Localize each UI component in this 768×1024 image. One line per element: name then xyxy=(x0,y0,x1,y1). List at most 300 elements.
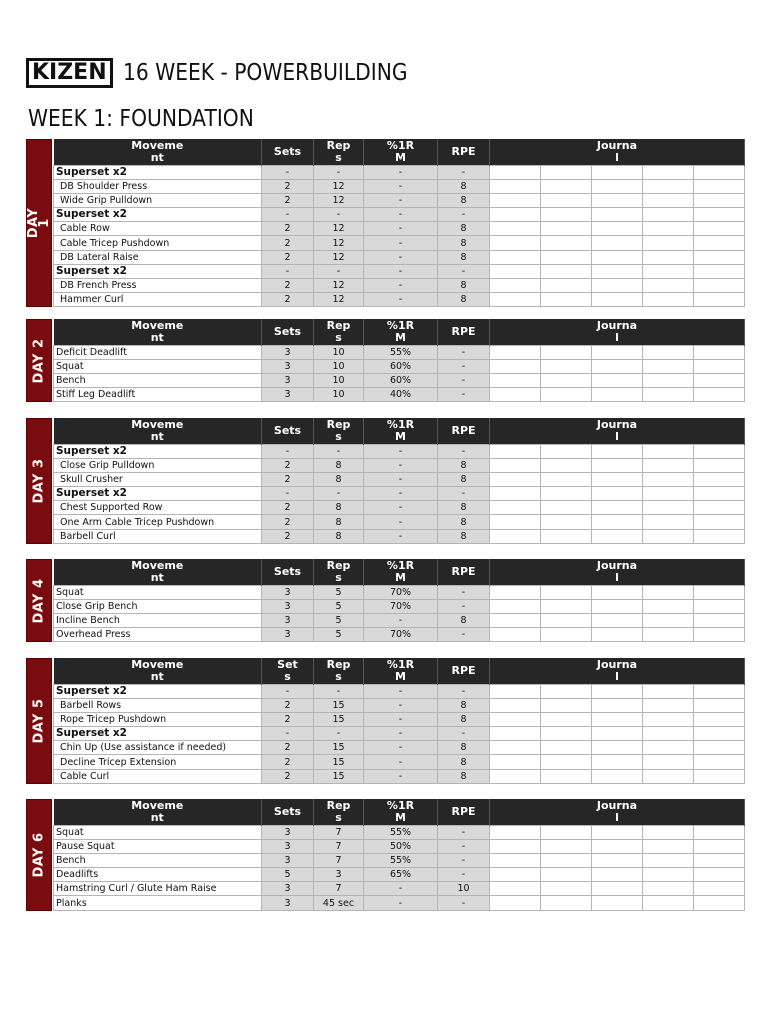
journal-cell[interactable] xyxy=(592,515,643,529)
journal-cell[interactable] xyxy=(490,236,541,250)
journal-cell[interactable] xyxy=(541,628,592,642)
journal-cell[interactable] xyxy=(490,896,541,910)
journal-cell[interactable] xyxy=(643,882,694,896)
exercise-name: Deficit Deadlift xyxy=(54,346,262,360)
table-row xyxy=(54,208,745,222)
table-row xyxy=(54,614,745,628)
journal-cell[interactable] xyxy=(694,501,745,515)
journal-cell[interactable] xyxy=(541,614,592,628)
journal-cell[interactable] xyxy=(490,529,541,543)
journal-cell[interactable] xyxy=(592,685,643,699)
journal-cell[interactable] xyxy=(490,264,541,278)
day-label xyxy=(26,658,52,784)
journal-cell[interactable] xyxy=(490,166,541,180)
journal-cell[interactable] xyxy=(592,755,643,769)
journal-cell[interactable] xyxy=(592,374,643,388)
rpe-cell: - xyxy=(438,586,490,600)
journal-cell[interactable] xyxy=(643,222,694,236)
table-row xyxy=(54,292,745,306)
journal-cell[interactable] xyxy=(592,292,643,306)
table-header-row xyxy=(54,139,745,166)
journal-cell[interactable] xyxy=(643,600,694,614)
journal-cell[interactable] xyxy=(694,346,745,360)
journal-cell[interactable] xyxy=(592,896,643,910)
rpe-cell: 8 xyxy=(438,278,490,292)
journal-cell[interactable] xyxy=(490,769,541,783)
journal-cell[interactable] xyxy=(490,741,541,755)
sets-cell: 5 xyxy=(262,868,314,882)
journal-cell[interactable] xyxy=(541,854,592,868)
journal-cell[interactable] xyxy=(592,882,643,896)
journal-cell[interactable] xyxy=(490,388,541,402)
rm-cell: - xyxy=(364,614,438,628)
rpe-cell: 10 xyxy=(438,882,490,896)
journal-cell[interactable] xyxy=(643,727,694,741)
journal-cell[interactable] xyxy=(541,208,592,222)
journal-cell[interactable] xyxy=(643,292,694,306)
journal-cell[interactable] xyxy=(643,685,694,699)
journal-cell[interactable] xyxy=(490,840,541,854)
journal-cell[interactable] xyxy=(541,515,592,529)
journal-cell[interactable] xyxy=(694,741,745,755)
rpe-header: RPE xyxy=(438,658,490,685)
journal-cell[interactable] xyxy=(694,166,745,180)
journal-cell[interactable] xyxy=(694,264,745,278)
journal-cell[interactable] xyxy=(694,868,745,882)
journal-cell[interactable] xyxy=(541,250,592,264)
journal-cell[interactable] xyxy=(694,487,745,501)
journal-cell[interactable] xyxy=(592,459,643,473)
journal-cell[interactable] xyxy=(643,180,694,194)
table-row xyxy=(54,882,745,896)
journal-cell[interactable] xyxy=(541,600,592,614)
sets-cell: 3 xyxy=(262,882,314,896)
table-row xyxy=(54,278,745,292)
reps-cell: 5 xyxy=(314,600,364,614)
journal-cell[interactable] xyxy=(490,445,541,459)
sets-cell: - xyxy=(262,445,314,459)
superset-label: Superset x2 xyxy=(54,208,262,222)
journal-cell[interactable] xyxy=(541,896,592,910)
journal-cell[interactable] xyxy=(643,868,694,882)
rm-cell: - xyxy=(364,208,438,222)
journal-cell[interactable] xyxy=(694,473,745,487)
journal-cell[interactable] xyxy=(694,445,745,459)
reps-cell: 8 xyxy=(314,529,364,543)
journal-cell[interactable] xyxy=(490,699,541,713)
journal-cell[interactable] xyxy=(694,529,745,543)
journal-cell[interactable] xyxy=(694,586,745,600)
table-row xyxy=(54,727,745,741)
exercise-name: DB Lateral Raise xyxy=(54,250,262,264)
movement-header: Moveme nt xyxy=(54,418,262,445)
rpe-cell: - xyxy=(438,360,490,374)
journal-cell[interactable] xyxy=(490,487,541,501)
sets-cell: 3 xyxy=(262,628,314,642)
journal-cell[interactable] xyxy=(643,515,694,529)
journal-cell[interactable] xyxy=(694,840,745,854)
journal-cell[interactable] xyxy=(490,250,541,264)
rm-cell: - xyxy=(364,445,438,459)
journal-cell[interactable] xyxy=(490,360,541,374)
rm-cell: - xyxy=(364,501,438,515)
journal-cell[interactable] xyxy=(694,222,745,236)
week-title: WEEK 1: FOUNDATION xyxy=(28,106,254,132)
journal-cell[interactable] xyxy=(694,882,745,896)
journal-cell[interactable] xyxy=(592,346,643,360)
journal-cell[interactable] xyxy=(592,222,643,236)
reps-cell: 5 xyxy=(314,628,364,642)
reps-header: Rep s xyxy=(314,799,364,826)
journal-cell[interactable] xyxy=(592,868,643,882)
reps-header: Rep s xyxy=(314,139,364,166)
journal-cell[interactable] xyxy=(694,628,745,642)
journal-cell[interactable] xyxy=(643,586,694,600)
journal-cell[interactable] xyxy=(643,501,694,515)
journal-cell[interactable] xyxy=(541,360,592,374)
journal-cell[interactable] xyxy=(541,222,592,236)
journal-cell[interactable] xyxy=(541,529,592,543)
journal-cell[interactable] xyxy=(592,278,643,292)
journal-cell[interactable] xyxy=(592,166,643,180)
journal-cell[interactable] xyxy=(694,600,745,614)
journal-cell[interactable] xyxy=(643,741,694,755)
journal-cell[interactable] xyxy=(490,292,541,306)
journal-cell[interactable] xyxy=(490,501,541,515)
journal-cell[interactable] xyxy=(643,529,694,543)
journal-cell[interactable] xyxy=(490,854,541,868)
journal-cell[interactable] xyxy=(592,445,643,459)
journal-cell[interactable] xyxy=(541,826,592,840)
journal-cell[interactable] xyxy=(643,769,694,783)
reps-cell: 12 xyxy=(314,278,364,292)
table-header-row xyxy=(54,559,745,586)
sets-header: Sets xyxy=(262,139,314,166)
journal-cell[interactable] xyxy=(592,360,643,374)
journal-cell[interactable] xyxy=(592,208,643,222)
journal-cell[interactable] xyxy=(643,346,694,360)
journal-cell[interactable] xyxy=(694,250,745,264)
journal-cell[interactable] xyxy=(490,685,541,699)
journal-cell[interactable] xyxy=(643,854,694,868)
rpe-cell: 8 xyxy=(438,699,490,713)
rpe-header: RPE xyxy=(438,559,490,586)
rpe-cell: - xyxy=(438,208,490,222)
exercise-name: Close Grip Bench xyxy=(54,600,262,614)
journal-cell[interactable] xyxy=(592,529,643,543)
journal-cell[interactable] xyxy=(694,388,745,402)
journal-cell[interactable] xyxy=(541,713,592,727)
journal-cell[interactable] xyxy=(643,264,694,278)
workout-table xyxy=(53,799,745,911)
journal-cell[interactable] xyxy=(592,194,643,208)
reps-cell: 15 xyxy=(314,769,364,783)
reps-header: Rep s xyxy=(314,559,364,586)
table-row xyxy=(54,685,745,699)
journal-cell[interactable] xyxy=(694,826,745,840)
journal-cell[interactable] xyxy=(490,180,541,194)
journal-cell[interactable] xyxy=(490,515,541,529)
journal-cell[interactable] xyxy=(541,374,592,388)
journal-cell[interactable] xyxy=(694,360,745,374)
reps-cell: 8 xyxy=(314,515,364,529)
sets-cell: - xyxy=(262,685,314,699)
journal-cell[interactable] xyxy=(541,346,592,360)
journal-cell[interactable] xyxy=(541,501,592,515)
journal-cell[interactable] xyxy=(643,278,694,292)
journal-cell[interactable] xyxy=(541,445,592,459)
journal-cell[interactable] xyxy=(592,840,643,854)
journal-cell[interactable] xyxy=(643,445,694,459)
journal-cell[interactable] xyxy=(694,459,745,473)
exercise-name: Incline Bench xyxy=(54,614,262,628)
reps-cell: 12 xyxy=(314,194,364,208)
journal-cell[interactable] xyxy=(541,755,592,769)
exercise-name: Planks xyxy=(54,896,262,910)
journal-cell[interactable] xyxy=(592,586,643,600)
sets-cell: 3 xyxy=(262,346,314,360)
journal-cell[interactable] xyxy=(541,264,592,278)
reps-cell: 12 xyxy=(314,236,364,250)
journal-cell[interactable] xyxy=(592,250,643,264)
journal-cell[interactable] xyxy=(490,473,541,487)
reps-cell: 7 xyxy=(314,854,364,868)
journal-cell[interactable] xyxy=(541,473,592,487)
table-row xyxy=(54,222,745,236)
sets-cell: 3 xyxy=(262,586,314,600)
journal-cell[interactable] xyxy=(592,388,643,402)
journal-header: Journa l xyxy=(490,319,745,346)
journal-cell[interactable] xyxy=(643,208,694,222)
journal-cell[interactable] xyxy=(694,515,745,529)
table-header-row xyxy=(54,418,745,445)
journal-cell[interactable] xyxy=(490,586,541,600)
journal-cell[interactable] xyxy=(490,194,541,208)
journal-cell[interactable] xyxy=(694,180,745,194)
journal-header: Journa l xyxy=(490,418,745,445)
journal-cell[interactable] xyxy=(643,166,694,180)
sets-header: Sets xyxy=(262,319,314,346)
journal-cell[interactable] xyxy=(541,166,592,180)
journal-cell[interactable] xyxy=(592,501,643,515)
journal-cell[interactable] xyxy=(643,699,694,713)
journal-cell[interactable] xyxy=(694,292,745,306)
journal-cell[interactable] xyxy=(490,346,541,360)
journal-cell[interactable] xyxy=(541,487,592,501)
table-row xyxy=(54,236,745,250)
journal-cell[interactable] xyxy=(694,208,745,222)
journal-cell[interactable] xyxy=(592,713,643,727)
journal-cell[interactable] xyxy=(541,868,592,882)
exercise-name: Cable Row xyxy=(54,222,262,236)
journal-cell[interactable] xyxy=(592,628,643,642)
exercise-name: One Arm Cable Tricep Pushdown xyxy=(54,515,262,529)
rm-cell: - xyxy=(364,741,438,755)
table-row xyxy=(54,487,745,501)
rpe-cell: - xyxy=(438,600,490,614)
table-row xyxy=(54,713,745,727)
journal-cell[interactable] xyxy=(694,685,745,699)
rm-cell: - xyxy=(364,529,438,543)
journal-cell[interactable] xyxy=(592,264,643,278)
workout-table xyxy=(53,139,745,307)
journal-cell[interactable] xyxy=(592,699,643,713)
journal-cell[interactable] xyxy=(694,194,745,208)
journal-cell[interactable] xyxy=(541,194,592,208)
journal-cell[interactable] xyxy=(592,600,643,614)
journal-cell[interactable] xyxy=(592,826,643,840)
rm-header: %1R M xyxy=(364,139,438,166)
journal-cell[interactable] xyxy=(490,713,541,727)
table-row xyxy=(54,473,745,487)
day-label-text: DAY 6 xyxy=(31,832,47,878)
journal-cell[interactable] xyxy=(643,459,694,473)
journal-cell[interactable] xyxy=(541,180,592,194)
journal-cell[interactable] xyxy=(694,614,745,628)
journal-cell[interactable] xyxy=(694,755,745,769)
journal-cell[interactable] xyxy=(592,473,643,487)
journal-cell[interactable] xyxy=(541,292,592,306)
journal-cell[interactable] xyxy=(643,840,694,854)
journal-cell[interactable] xyxy=(694,896,745,910)
rpe-cell: 8 xyxy=(438,473,490,487)
table-row xyxy=(54,755,745,769)
journal-cell[interactable] xyxy=(643,360,694,374)
journal-cell[interactable] xyxy=(490,278,541,292)
table-row xyxy=(54,586,745,600)
day-block xyxy=(26,139,743,306)
journal-cell[interactable] xyxy=(541,840,592,854)
rm-header: %1R M xyxy=(364,799,438,826)
journal-cell[interactable] xyxy=(541,699,592,713)
rpe-cell: - xyxy=(438,388,490,402)
table-header-row xyxy=(54,658,745,685)
journal-cell[interactable] xyxy=(541,685,592,699)
movement-header: Moveme nt xyxy=(54,799,262,826)
journal-cell[interactable] xyxy=(490,222,541,236)
reps-cell: 10 xyxy=(314,346,364,360)
table-row xyxy=(54,501,745,515)
journal-cell[interactable] xyxy=(643,628,694,642)
journal-cell[interactable] xyxy=(592,487,643,501)
journal-cell[interactable] xyxy=(490,755,541,769)
journal-cell[interactable] xyxy=(643,614,694,628)
exercise-name: Squat xyxy=(54,826,262,840)
sets-cell: 2 xyxy=(262,699,314,713)
journal-cell[interactable] xyxy=(592,769,643,783)
journal-cell[interactable] xyxy=(592,727,643,741)
day-block xyxy=(26,658,743,783)
journal-cell[interactable] xyxy=(643,826,694,840)
reps-cell: - xyxy=(314,445,364,459)
reps-cell: 8 xyxy=(314,459,364,473)
journal-cell[interactable] xyxy=(490,628,541,642)
rpe-cell: - xyxy=(438,826,490,840)
rpe-cell: 8 xyxy=(438,741,490,755)
journal-cell[interactable] xyxy=(541,459,592,473)
journal-cell[interactable] xyxy=(643,194,694,208)
journal-cell[interactable] xyxy=(541,236,592,250)
table-row xyxy=(54,854,745,868)
journal-cell[interactable] xyxy=(490,868,541,882)
reps-cell: 10 xyxy=(314,360,364,374)
reps-cell: 15 xyxy=(314,699,364,713)
sets-cell: 3 xyxy=(262,600,314,614)
journal-cell[interactable] xyxy=(490,826,541,840)
journal-cell[interactable] xyxy=(694,374,745,388)
rpe-cell: 8 xyxy=(438,180,490,194)
journal-cell[interactable] xyxy=(541,727,592,741)
rm-cell: - xyxy=(364,896,438,910)
journal-cell[interactable] xyxy=(592,854,643,868)
journal-cell[interactable] xyxy=(541,769,592,783)
workout-table xyxy=(53,559,745,642)
journal-cell[interactable] xyxy=(541,586,592,600)
table-row xyxy=(54,826,745,840)
exercise-name: Cable Curl xyxy=(54,769,262,783)
journal-cell[interactable] xyxy=(694,278,745,292)
reps-cell: 3 xyxy=(314,868,364,882)
journal-cell[interactable] xyxy=(592,614,643,628)
reps-cell: 5 xyxy=(314,614,364,628)
day-label xyxy=(26,799,52,911)
journal-cell[interactable] xyxy=(592,236,643,250)
journal-cell[interactable] xyxy=(643,473,694,487)
journal-cell[interactable] xyxy=(490,459,541,473)
rpe-cell: 8 xyxy=(438,755,490,769)
exercise-name: DB Shoulder Press xyxy=(54,180,262,194)
exercise-name: Skull Crusher xyxy=(54,473,262,487)
reps-cell: - xyxy=(314,166,364,180)
journal-cell[interactable] xyxy=(592,741,643,755)
journal-cell[interactable] xyxy=(490,208,541,222)
journal-cell[interactable] xyxy=(643,250,694,264)
journal-cell[interactable] xyxy=(592,180,643,194)
journal-cell[interactable] xyxy=(643,487,694,501)
journal-cell[interactable] xyxy=(694,699,745,713)
journal-cell[interactable] xyxy=(490,374,541,388)
journal-cell[interactable] xyxy=(643,713,694,727)
journal-cell[interactable] xyxy=(490,614,541,628)
journal-cell[interactable] xyxy=(643,755,694,769)
journal-cell[interactable] xyxy=(643,388,694,402)
journal-cell[interactable] xyxy=(541,882,592,896)
rpe-cell: - xyxy=(438,264,490,278)
journal-cell[interactable] xyxy=(643,374,694,388)
journal-cell[interactable] xyxy=(694,236,745,250)
journal-cell[interactable] xyxy=(490,727,541,741)
rm-cell: 70% xyxy=(364,628,438,642)
journal-cell[interactable] xyxy=(541,741,592,755)
journal-cell[interactable] xyxy=(643,896,694,910)
journal-cell[interactable] xyxy=(694,854,745,868)
journal-cell[interactable] xyxy=(643,236,694,250)
exercise-name: Deadlifts xyxy=(54,868,262,882)
journal-cell[interactable] xyxy=(541,278,592,292)
day-label xyxy=(26,139,52,307)
reps-cell: 15 xyxy=(314,741,364,755)
journal-cell[interactable] xyxy=(490,600,541,614)
journal-cell[interactable] xyxy=(694,727,745,741)
journal-cell[interactable] xyxy=(694,769,745,783)
journal-cell[interactable] xyxy=(694,713,745,727)
journal-cell[interactable] xyxy=(490,882,541,896)
rpe-cell: 8 xyxy=(438,250,490,264)
reps-cell: 12 xyxy=(314,222,364,236)
reps-cell: - xyxy=(314,487,364,501)
rm-cell: - xyxy=(364,292,438,306)
journal-cell[interactable] xyxy=(541,388,592,402)
